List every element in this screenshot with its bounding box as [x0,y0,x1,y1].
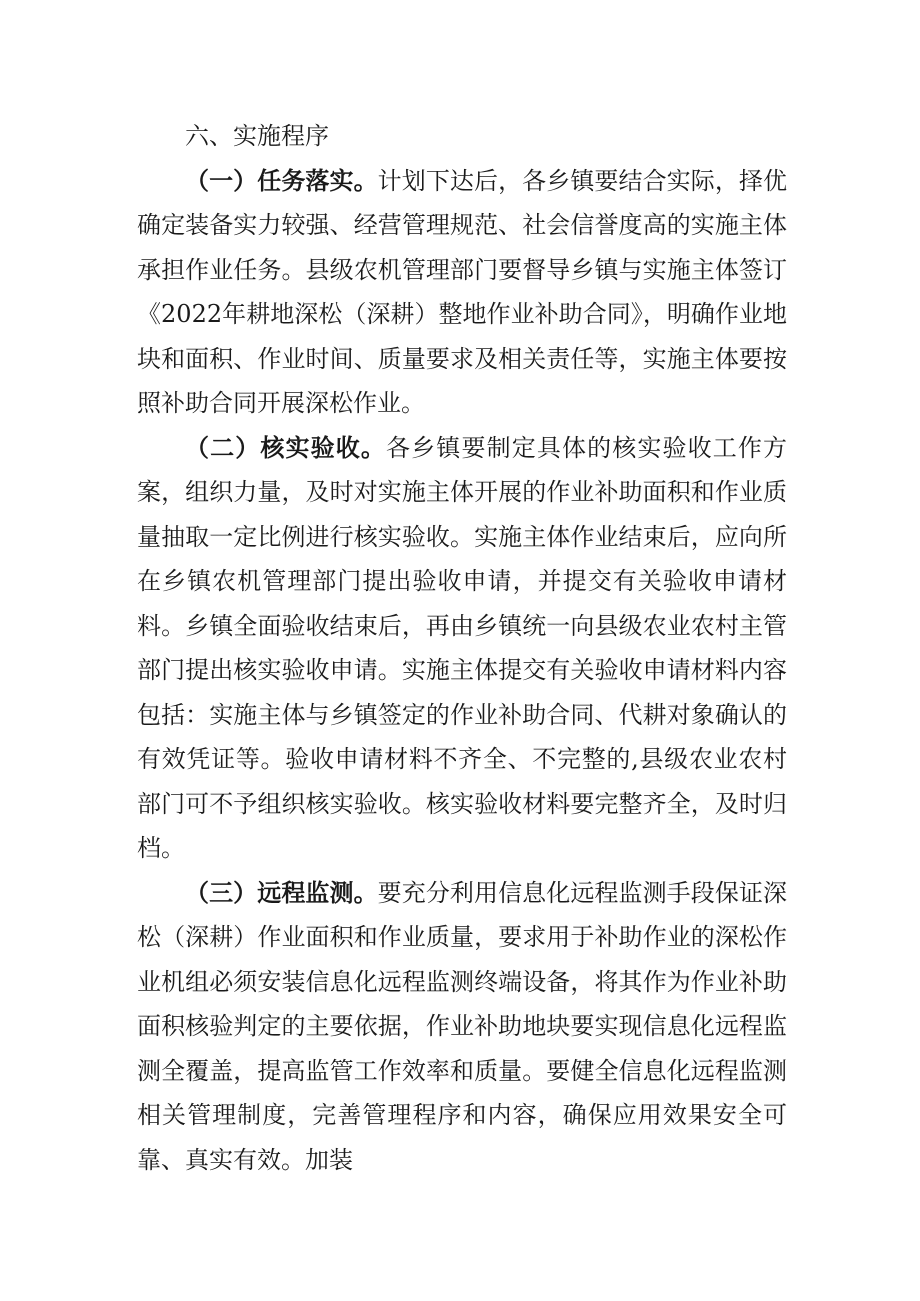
paragraph-remote-monitoring [137,871,787,1183]
paragraph-body: 计划下达后，各乡镇要结合实际，择优确定装备实力较强、经营管理规范、社会信誉度高的实施主体承担作业任务。县级农机管理部门要督导乡镇与实施主体签订《2022年耕地深松（深耕）整地作业补助合同》，明确作业地块和面积、作业时间、质量要求及相关责任等，实施主体要按照补助合同开展深松作业。 [137,166,788,417]
paragraph-body: 各乡镇要制定具体的核实验收工作方案，组织力量，及时对实施主体开展的作业补助面积和作业质量抽取一定比例进行核实验收。实施主体作业结束后，应向所在乡镇农机管理部门提出验收申请，并提交有关验收申请材料。乡镇全面验收结束后，再由乡镇统一向县级农业农村主管部门提出核实验收申请。实施主体提交有关验收申请材料内容包括：实施主体与乡镇签定的作业补助合同、代耕对象确认的有效凭证等。验收申请材料不齐全、不完整的,县级农业农村部门可不予组织核实验收。核实验收材料要完整齐全，及时归档。 [137,433,788,862]
paragraph-lead: （一）任务落实。 [185,166,378,195]
section-heading-text: 六、实施程序 [185,122,329,150]
document-body [137,114,787,1182]
paragraph-lead: （三）远程监测。 [185,878,378,907]
section-heading [137,114,787,159]
paragraph-verification-acceptance [137,426,787,871]
paragraph-body: 要充分利用信息化远程监测手段保证深松（深耕）作业面积和作业质量，要求用于补助作业的深松作业机组必须安装信息化远程监测终端设备，将其作为作业补助面积核验判定的主要依据，作业补助地块要实现信息化远程监测全覆盖，提高监管工作效率和质量。要健全信息化远程监测相关管理制度，完善管理程序和内容，确保应用效果安全可靠、真实有效。加装 [137,878,788,1174]
paragraph-task-implementation [137,159,787,426]
paragraph-lead: （二）核实验收。 [185,433,387,462]
